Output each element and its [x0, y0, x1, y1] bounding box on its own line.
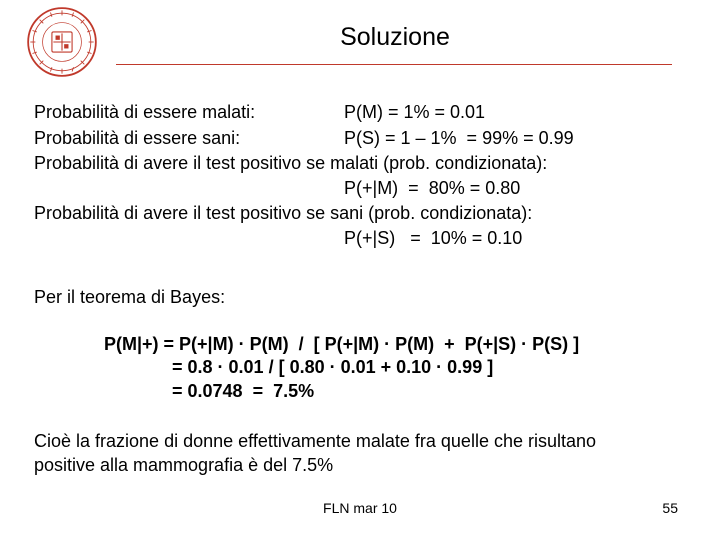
slide-title: Soluzione	[340, 23, 450, 51]
title-divider	[116, 64, 672, 65]
definition-label: Probabilità di avere il test positivo se malati (prob. condizionata):	[34, 153, 548, 173]
definition-value: P(M) = 1% = 0.01	[344, 102, 486, 122]
definition-value: P(+|S) = 10% = 0.10	[344, 228, 523, 248]
definition-value: P(+|M) = 80% = 0.80	[344, 178, 521, 198]
bayes-formula-line: = 0.8 · 0.01 / [ 0.80 · 0.01 + 0.10 · 0.99 ]	[172, 357, 494, 377]
definition-label: Probabilità di essere malati:	[34, 102, 256, 122]
conclusion-line: positive alla mammografia è del 7.5%	[34, 455, 334, 475]
page-number: 55	[662, 500, 678, 516]
bayes-formula-line: P(M|+) = P(+|M) · P(M) / [ P(+|M) · P(M) + P(+|S) · P(S) ]	[104, 334, 580, 354]
conclusion-line: Cioè la frazione di donne effettivamente malate fra quelle che risultano	[34, 431, 597, 451]
definition-label: Probabilità di avere il test positivo se sani (prob. condizionata):	[34, 203, 533, 223]
definition-label: Probabilità di essere sani:	[34, 128, 241, 148]
definition-value: P(S) = 1 – 1% = 99% = 0.99	[344, 128, 574, 148]
bayes-intro: Per il teorema di Bayes:	[34, 287, 226, 307]
university-seal-icon	[26, 6, 98, 78]
footer-text: FLN mar 10	[323, 500, 397, 516]
bayes-formula-line: = 0.0748 = 7.5%	[172, 381, 315, 401]
